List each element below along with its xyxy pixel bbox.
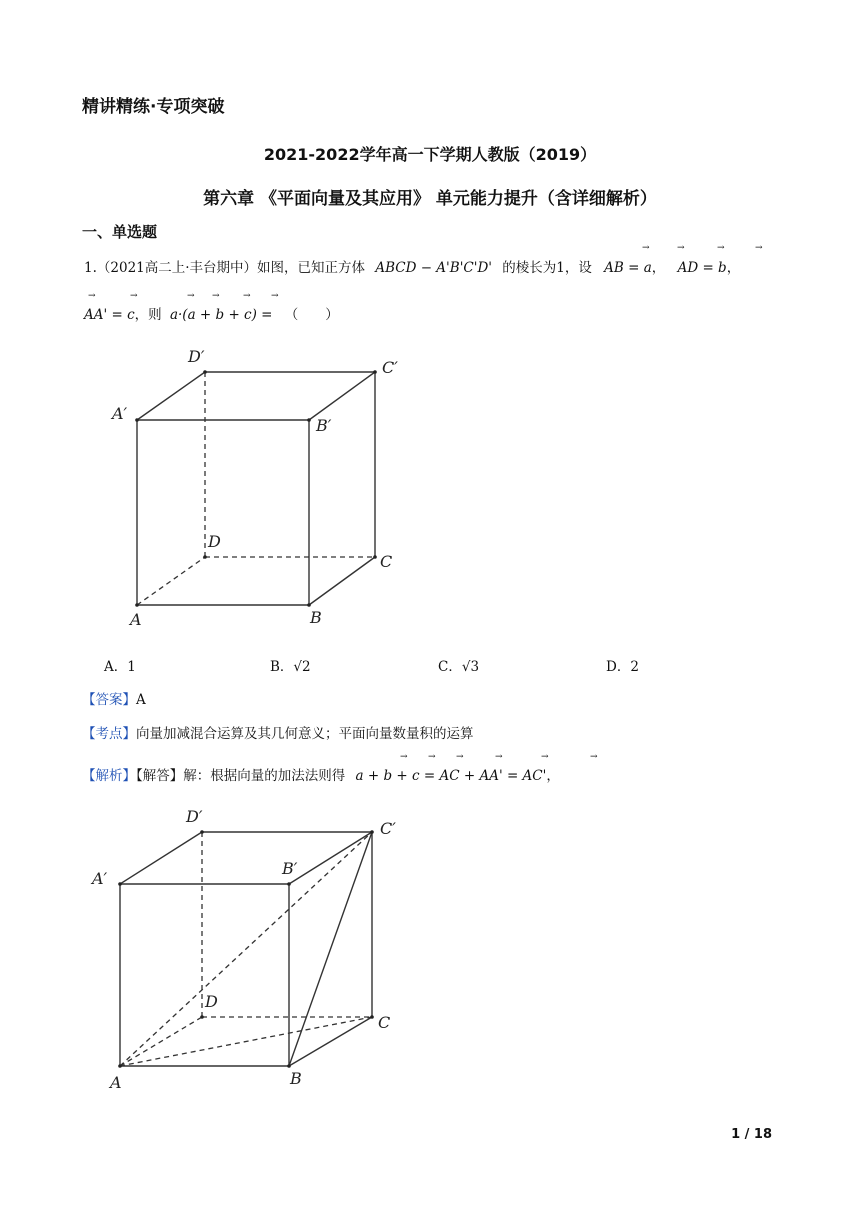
vector-arrow-icon: → (271, 291, 279, 301)
option-c: C．√3 (438, 659, 480, 675)
vector-arrow-icon: → (590, 752, 598, 762)
question-text-a: 如图，已知正方体 (257, 260, 366, 276)
question-text-c: ，则 (134, 307, 162, 323)
vector-ab-eq: AB = a (604, 260, 652, 276)
kaodian-tag: 【考点】 (82, 726, 136, 742)
vertex-label-c: C (378, 1013, 391, 1032)
vector-arrow-icon: → (400, 752, 408, 762)
vertex-label-a: A (110, 1073, 122, 1092)
vector-ad-eq: AD = b (677, 260, 727, 276)
vertex-label-a-prime: A′ (112, 404, 128, 423)
answer-tag: 【答案】 (82, 692, 136, 708)
vector-arrow-icon: → (456, 752, 464, 762)
question-line-2 (84, 303, 339, 323)
vertex-label-d-prime: D′ (186, 807, 203, 826)
page-number: 1 / 18 (731, 1127, 772, 1142)
vector-arrow-icon: → (495, 752, 503, 762)
vertex-label-b: B (310, 608, 322, 627)
jiexi-formula: a + b + c = AC + AA' = AC' (355, 768, 547, 784)
vertex-label-c-prime: C′ (382, 358, 398, 377)
vector-arrow-icon: → (642, 243, 650, 253)
section-heading: 一、单选题 (82, 223, 158, 241)
jiexi-line: 【解析】【解答】解：根据向量的加法法则得 a + b + c = AC + AA' = AC'， (82, 768, 560, 784)
vertex-label-b: B (290, 1069, 302, 1088)
vector-arrow-icon: → (677, 243, 685, 253)
answer-blank: （ ） (284, 307, 339, 323)
vector-arrow-icon: → (428, 752, 436, 762)
question-source: （2021高二上·丰台期中） (96, 260, 258, 276)
option-a: A．1 (104, 659, 136, 675)
vector-arrow-icon: → (243, 291, 251, 301)
vertex-label-b-prime: B′ (316, 416, 332, 435)
question-line-1: 1.（2021高二上·丰台期中）如图，已知正方体 ABCD − A'B'C'D' 的棱长为1，设 AB = a， AD = b， (84, 260, 741, 276)
kaodian-value: 向量加减混合运算及其几何意义；平面向量数量积的运算 (136, 726, 474, 742)
jiexi-text: 解：根据向量的加法法则得 (183, 768, 346, 784)
question-number: 1. (84, 260, 97, 276)
answer-value: A (136, 692, 146, 708)
vector-arrow-icon: → (212, 291, 220, 301)
vertex-label-d: D (205, 992, 218, 1011)
cube-name: ABCD − A'B'C'D' (375, 260, 492, 276)
vector-arrow-icon: → (88, 291, 96, 301)
question-expression: a·(a + b + c) = (169, 307, 273, 323)
option-d: D．2 (606, 659, 639, 675)
vector-aa-eq: AA' = c (84, 307, 135, 323)
vertex-label-a: A (130, 610, 142, 629)
vertex-label-c-prime: C′ (380, 819, 396, 838)
vertex-label-c: C (380, 552, 393, 571)
cube-figure-1 (100, 335, 420, 635)
document-header: 精讲精练·专项突破 (82, 97, 225, 117)
vertex-label-a-prime: A′ (92, 869, 108, 888)
title-line-2: 第六章 《平面向量及其应用》 单元能力提升（含详细解析） (203, 189, 657, 209)
vertex-label-d-prime: D′ (188, 347, 205, 366)
vector-arrow-icon: → (187, 291, 195, 301)
vector-arrow-icon: → (755, 243, 763, 253)
question-text-b: 的棱长为1，设 (502, 260, 592, 276)
kaodian-line (82, 722, 474, 742)
jiexi-subtag: 【解答】 (136, 768, 184, 784)
vector-arrow-icon: → (717, 243, 725, 253)
title-line-1: 2021-2022学年高一下学期人教版（2019） (263, 145, 597, 164)
jiexi-tag: 【解析】 (82, 768, 136, 784)
vector-arrow-icon: → (541, 752, 549, 762)
cube-figure-2 (80, 800, 420, 1100)
vector-arrow-icon: → (130, 291, 138, 301)
answer-line (82, 688, 146, 708)
option-b: B．√2 (270, 659, 311, 675)
vertex-label-b-prime: B′ (282, 859, 298, 878)
vertex-label-d: D (208, 532, 221, 551)
